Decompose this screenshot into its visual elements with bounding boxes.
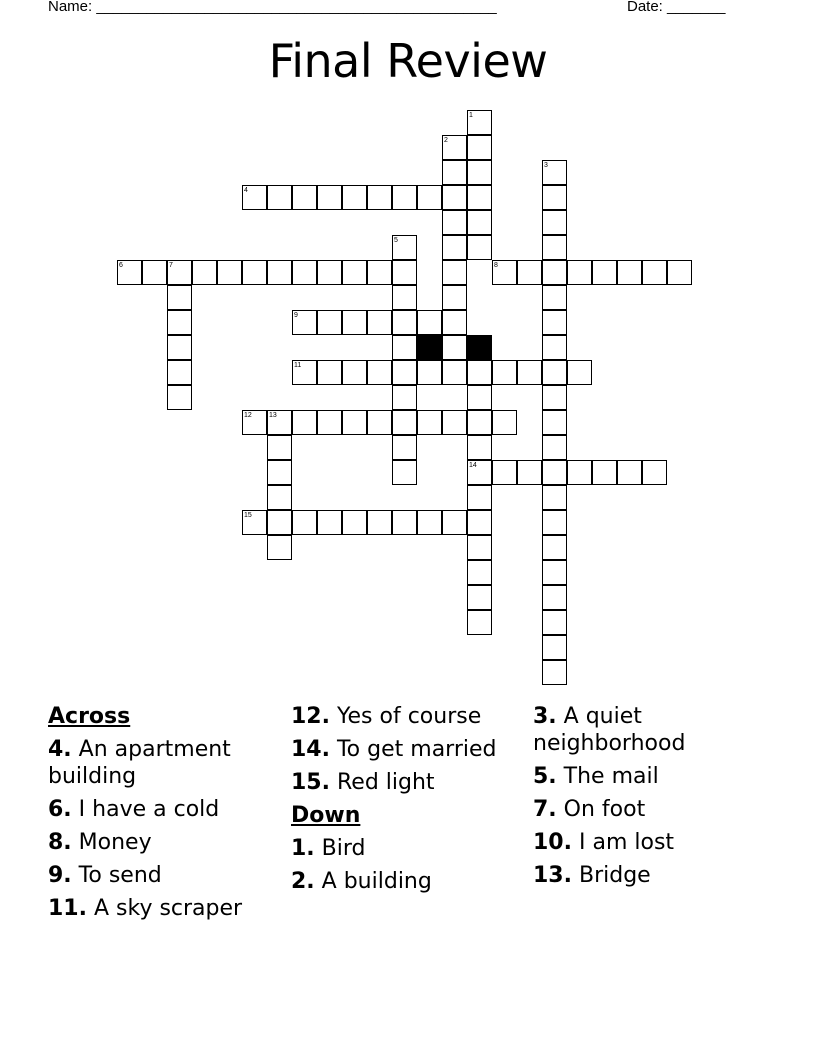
clue-number: 13.: [533, 863, 572, 888]
grid-cell[interactable]: [592, 260, 617, 285]
grid-cell[interactable]: [492, 460, 517, 485]
clue-down-1: [291, 835, 526, 862]
grid-cell[interactable]: [467, 510, 492, 535]
clue-across-8: [48, 829, 283, 856]
grid-cell[interactable]: [392, 410, 417, 435]
clue-text: A building: [321, 869, 432, 894]
clue-across-6: [48, 796, 283, 823]
grid-cell[interactable]: [542, 410, 567, 435]
grid-cell[interactable]: [267, 185, 292, 210]
clue-down-13: [533, 862, 768, 889]
grid-cell[interactable]: [467, 435, 492, 460]
grid-cell[interactable]: [367, 310, 392, 335]
grid-cell[interactable]: [542, 385, 567, 410]
grid-cell[interactable]: [442, 360, 467, 385]
grid-cell[interactable]: [392, 360, 417, 385]
grid-cell[interactable]: [442, 285, 467, 310]
clue-across-15: [291, 769, 526, 796]
clue-number-label: 12: [244, 412, 252, 419]
grid-cell[interactable]: [642, 460, 667, 485]
grid-cell[interactable]: [442, 310, 467, 335]
grid-cell[interactable]: [467, 610, 492, 635]
grid-cell[interactable]: [542, 635, 567, 660]
grid-cell[interactable]: [542, 510, 567, 535]
grid-cell[interactable]: [592, 460, 617, 485]
grid-cell[interactable]: [542, 335, 567, 360]
clue-text: An apartment building: [48, 737, 231, 789]
grid-cell[interactable]: [542, 660, 567, 685]
grid-cell[interactable]: [467, 535, 492, 560]
grid-cell[interactable]: [667, 260, 692, 285]
clue-number-label: 7: [169, 262, 173, 269]
clue-down-5: [533, 763, 768, 790]
grid-cell[interactable]: [542, 560, 567, 585]
clue-across-11: [48, 895, 283, 922]
grid-cell[interactable]: [467, 135, 492, 160]
grid-cell[interactable]: [417, 310, 442, 335]
grid-cell[interactable]: [467, 585, 492, 610]
clue-number-label: 10: [469, 337, 477, 344]
grid-cell[interactable]: [617, 460, 642, 485]
clue-number: 4.: [48, 737, 72, 762]
grid-cell[interactable]: [467, 410, 492, 435]
grid-cell[interactable]: [342, 260, 367, 285]
clue-text: Bridge: [578, 863, 651, 888]
clue-number: 2.: [291, 869, 315, 894]
grid-cell[interactable]: [517, 260, 542, 285]
grid-cell[interactable]: [367, 410, 392, 435]
grid-cell[interactable]: [142, 260, 167, 285]
clue-text: To send: [78, 863, 162, 888]
clue-column-3: [533, 703, 768, 895]
grid-cell[interactable]: [442, 235, 467, 260]
grid-cell[interactable]: [392, 385, 417, 410]
grid-cell[interactable]: [292, 510, 317, 535]
grid-cell[interactable]: [267, 535, 292, 560]
grid-block: [417, 335, 442, 360]
grid-cell[interactable]: [392, 260, 417, 285]
clue-text: On foot: [563, 797, 646, 822]
grid-cell[interactable]: [642, 260, 667, 285]
grid-cell[interactable]: [292, 185, 317, 210]
grid-cell[interactable]: [442, 210, 467, 235]
grid-cell[interactable]: [542, 360, 567, 385]
grid-cell[interactable]: [467, 360, 492, 385]
clue-text: I have a cold: [78, 797, 220, 822]
clue-number: 14.: [291, 737, 330, 762]
grid-cell[interactable]: [317, 510, 342, 535]
grid-cell[interactable]: [567, 460, 592, 485]
grid-cell[interactable]: [392, 310, 417, 335]
grid-cell[interactable]: [367, 185, 392, 210]
down-heading: Down: [291, 803, 361, 828]
clue-number-label: 8: [494, 262, 498, 269]
clue-number-label: 14: [469, 462, 477, 469]
grid-cell[interactable]: [467, 210, 492, 235]
across-heading: Across: [48, 704, 131, 729]
grid-cell[interactable]: [192, 260, 217, 285]
grid-cell[interactable]: [542, 310, 567, 335]
grid-cell[interactable]: [267, 510, 292, 535]
clue-number-label: 13: [269, 412, 277, 419]
clue-number-label: 4: [244, 187, 248, 194]
clue-column-2: [291, 703, 526, 901]
grid-cell[interactable]: [392, 285, 417, 310]
grid-cell[interactable]: [542, 235, 567, 260]
grid-cell[interactable]: [242, 260, 267, 285]
date-field-label: Date: _______: [627, 0, 726, 15]
grid-cell[interactable]: [167, 285, 192, 310]
clue-number: 9.: [48, 863, 72, 888]
grid-cell[interactable]: [442, 335, 467, 360]
clue-number: 15.: [291, 770, 330, 795]
grid-cell[interactable]: [167, 310, 192, 335]
grid-cell[interactable]: [342, 310, 367, 335]
grid-cell[interactable]: [317, 185, 342, 210]
clue-number-label: 2: [444, 137, 448, 144]
grid-cell[interactable]: [542, 460, 567, 485]
grid-cell[interactable]: [467, 160, 492, 185]
grid-cell[interactable]: [467, 385, 492, 410]
grid-cell[interactable]: [267, 460, 292, 485]
grid-cell[interactable]: [542, 260, 567, 285]
clue-down-10: [533, 829, 768, 856]
grid-cell[interactable]: [317, 310, 342, 335]
clue-down-2: [291, 868, 526, 895]
clue-text: Red light: [336, 770, 435, 795]
grid-cell[interactable]: [317, 260, 342, 285]
clue-text: I am lost: [578, 830, 675, 855]
clue-text: A quiet neighborhood: [533, 704, 686, 756]
clue-column-1: [48, 703, 283, 928]
clue-down-7: [533, 796, 768, 823]
clue-across-14: [291, 736, 526, 763]
clue-down-3: [533, 703, 768, 757]
grid-cell[interactable]: [392, 335, 417, 360]
clue-number: 7.: [533, 797, 557, 822]
clue-number-label: 9: [294, 312, 298, 319]
grid-cell[interactable]: [367, 360, 392, 385]
grid-cell[interactable]: [442, 510, 467, 535]
clue-text: To get married: [336, 737, 497, 762]
clue-text: Yes of course: [336, 704, 482, 729]
clue-text: Bird: [321, 836, 366, 861]
grid-cell[interactable]: [467, 560, 492, 585]
clue-number-label: 1: [469, 112, 473, 119]
grid-cell[interactable]: [542, 485, 567, 510]
grid-cell[interactable]: [267, 260, 292, 285]
grid-cell[interactable]: [367, 260, 392, 285]
grid-cell[interactable]: [292, 260, 317, 285]
grid-cell[interactable]: [392, 510, 417, 535]
grid-cell[interactable]: [342, 410, 367, 435]
grid-cell[interactable]: [342, 185, 367, 210]
clue-number: 10.: [533, 830, 572, 855]
grid-cell[interactable]: [542, 285, 567, 310]
grid-cell[interactable]: [392, 435, 417, 460]
grid-cell[interactable]: [442, 260, 467, 285]
grid-cell[interactable]: [342, 360, 367, 385]
grid-cell[interactable]: [367, 510, 392, 535]
grid-cell[interactable]: [417, 360, 442, 385]
clue-number-label: 6: [119, 262, 123, 269]
grid-cell[interactable]: [492, 410, 517, 435]
grid-cell[interactable]: [542, 435, 567, 460]
clue-number: 8.: [48, 830, 72, 855]
grid-cell[interactable]: [467, 485, 492, 510]
grid-cell[interactable]: [442, 185, 467, 210]
grid-cell[interactable]: [542, 210, 567, 235]
grid-cell[interactable]: [217, 260, 242, 285]
clue-number-label: 3: [544, 162, 548, 169]
clue-text: The mail: [563, 764, 659, 789]
clue-across-12: [291, 703, 526, 730]
name-field-label: Name: ________________________________________________: [48, 0, 497, 15]
clue-number-label: 5: [394, 237, 398, 244]
grid-cell[interactable]: [267, 485, 292, 510]
clue-number: 3.: [533, 704, 557, 729]
grid-cell[interactable]: [342, 510, 367, 535]
clue-number-label: 11: [294, 362, 302, 369]
clue-number: 5.: [533, 764, 557, 789]
clue-text: A sky scraper: [93, 896, 243, 921]
grid-cell[interactable]: [292, 410, 317, 435]
grid-cell[interactable]: [542, 585, 567, 610]
grid-cell[interactable]: [517, 360, 542, 385]
grid-cell[interactable]: [542, 535, 567, 560]
grid-cell[interactable]: [167, 335, 192, 360]
clue-number: 1.: [291, 836, 315, 861]
page-title: Final Review: [268, 34, 548, 88]
grid-cell[interactable]: [417, 510, 442, 535]
clue-number: 11.: [48, 896, 87, 921]
grid-cell[interactable]: [467, 235, 492, 260]
grid-cell[interactable]: [617, 260, 642, 285]
clue-number: 12.: [291, 704, 330, 729]
grid-cell[interactable]: [317, 360, 342, 385]
clue-across-9: [48, 862, 283, 889]
grid-cell[interactable]: [392, 460, 417, 485]
clue-text: Money: [78, 830, 152, 855]
clue-across-4: [48, 736, 283, 790]
grid-cell[interactable]: [392, 185, 417, 210]
grid-cell[interactable]: [442, 160, 467, 185]
grid-cell[interactable]: [567, 360, 592, 385]
grid-cell[interactable]: [517, 460, 542, 485]
grid-cell[interactable]: [167, 360, 192, 385]
grid-cell[interactable]: [417, 410, 442, 435]
grid-cell[interactable]: [567, 260, 592, 285]
grid-cell[interactable]: [542, 185, 567, 210]
grid-cell[interactable]: [267, 435, 292, 460]
grid-cell[interactable]: [442, 410, 467, 435]
grid-cell[interactable]: [417, 185, 442, 210]
grid-cell[interactable]: [167, 385, 192, 410]
grid-cell[interactable]: [542, 610, 567, 635]
grid-cell[interactable]: [317, 410, 342, 435]
grid-cell[interactable]: [467, 185, 492, 210]
clue-number: 6.: [48, 797, 72, 822]
clue-number-label: 15: [244, 512, 252, 519]
grid-cell[interactable]: [492, 360, 517, 385]
